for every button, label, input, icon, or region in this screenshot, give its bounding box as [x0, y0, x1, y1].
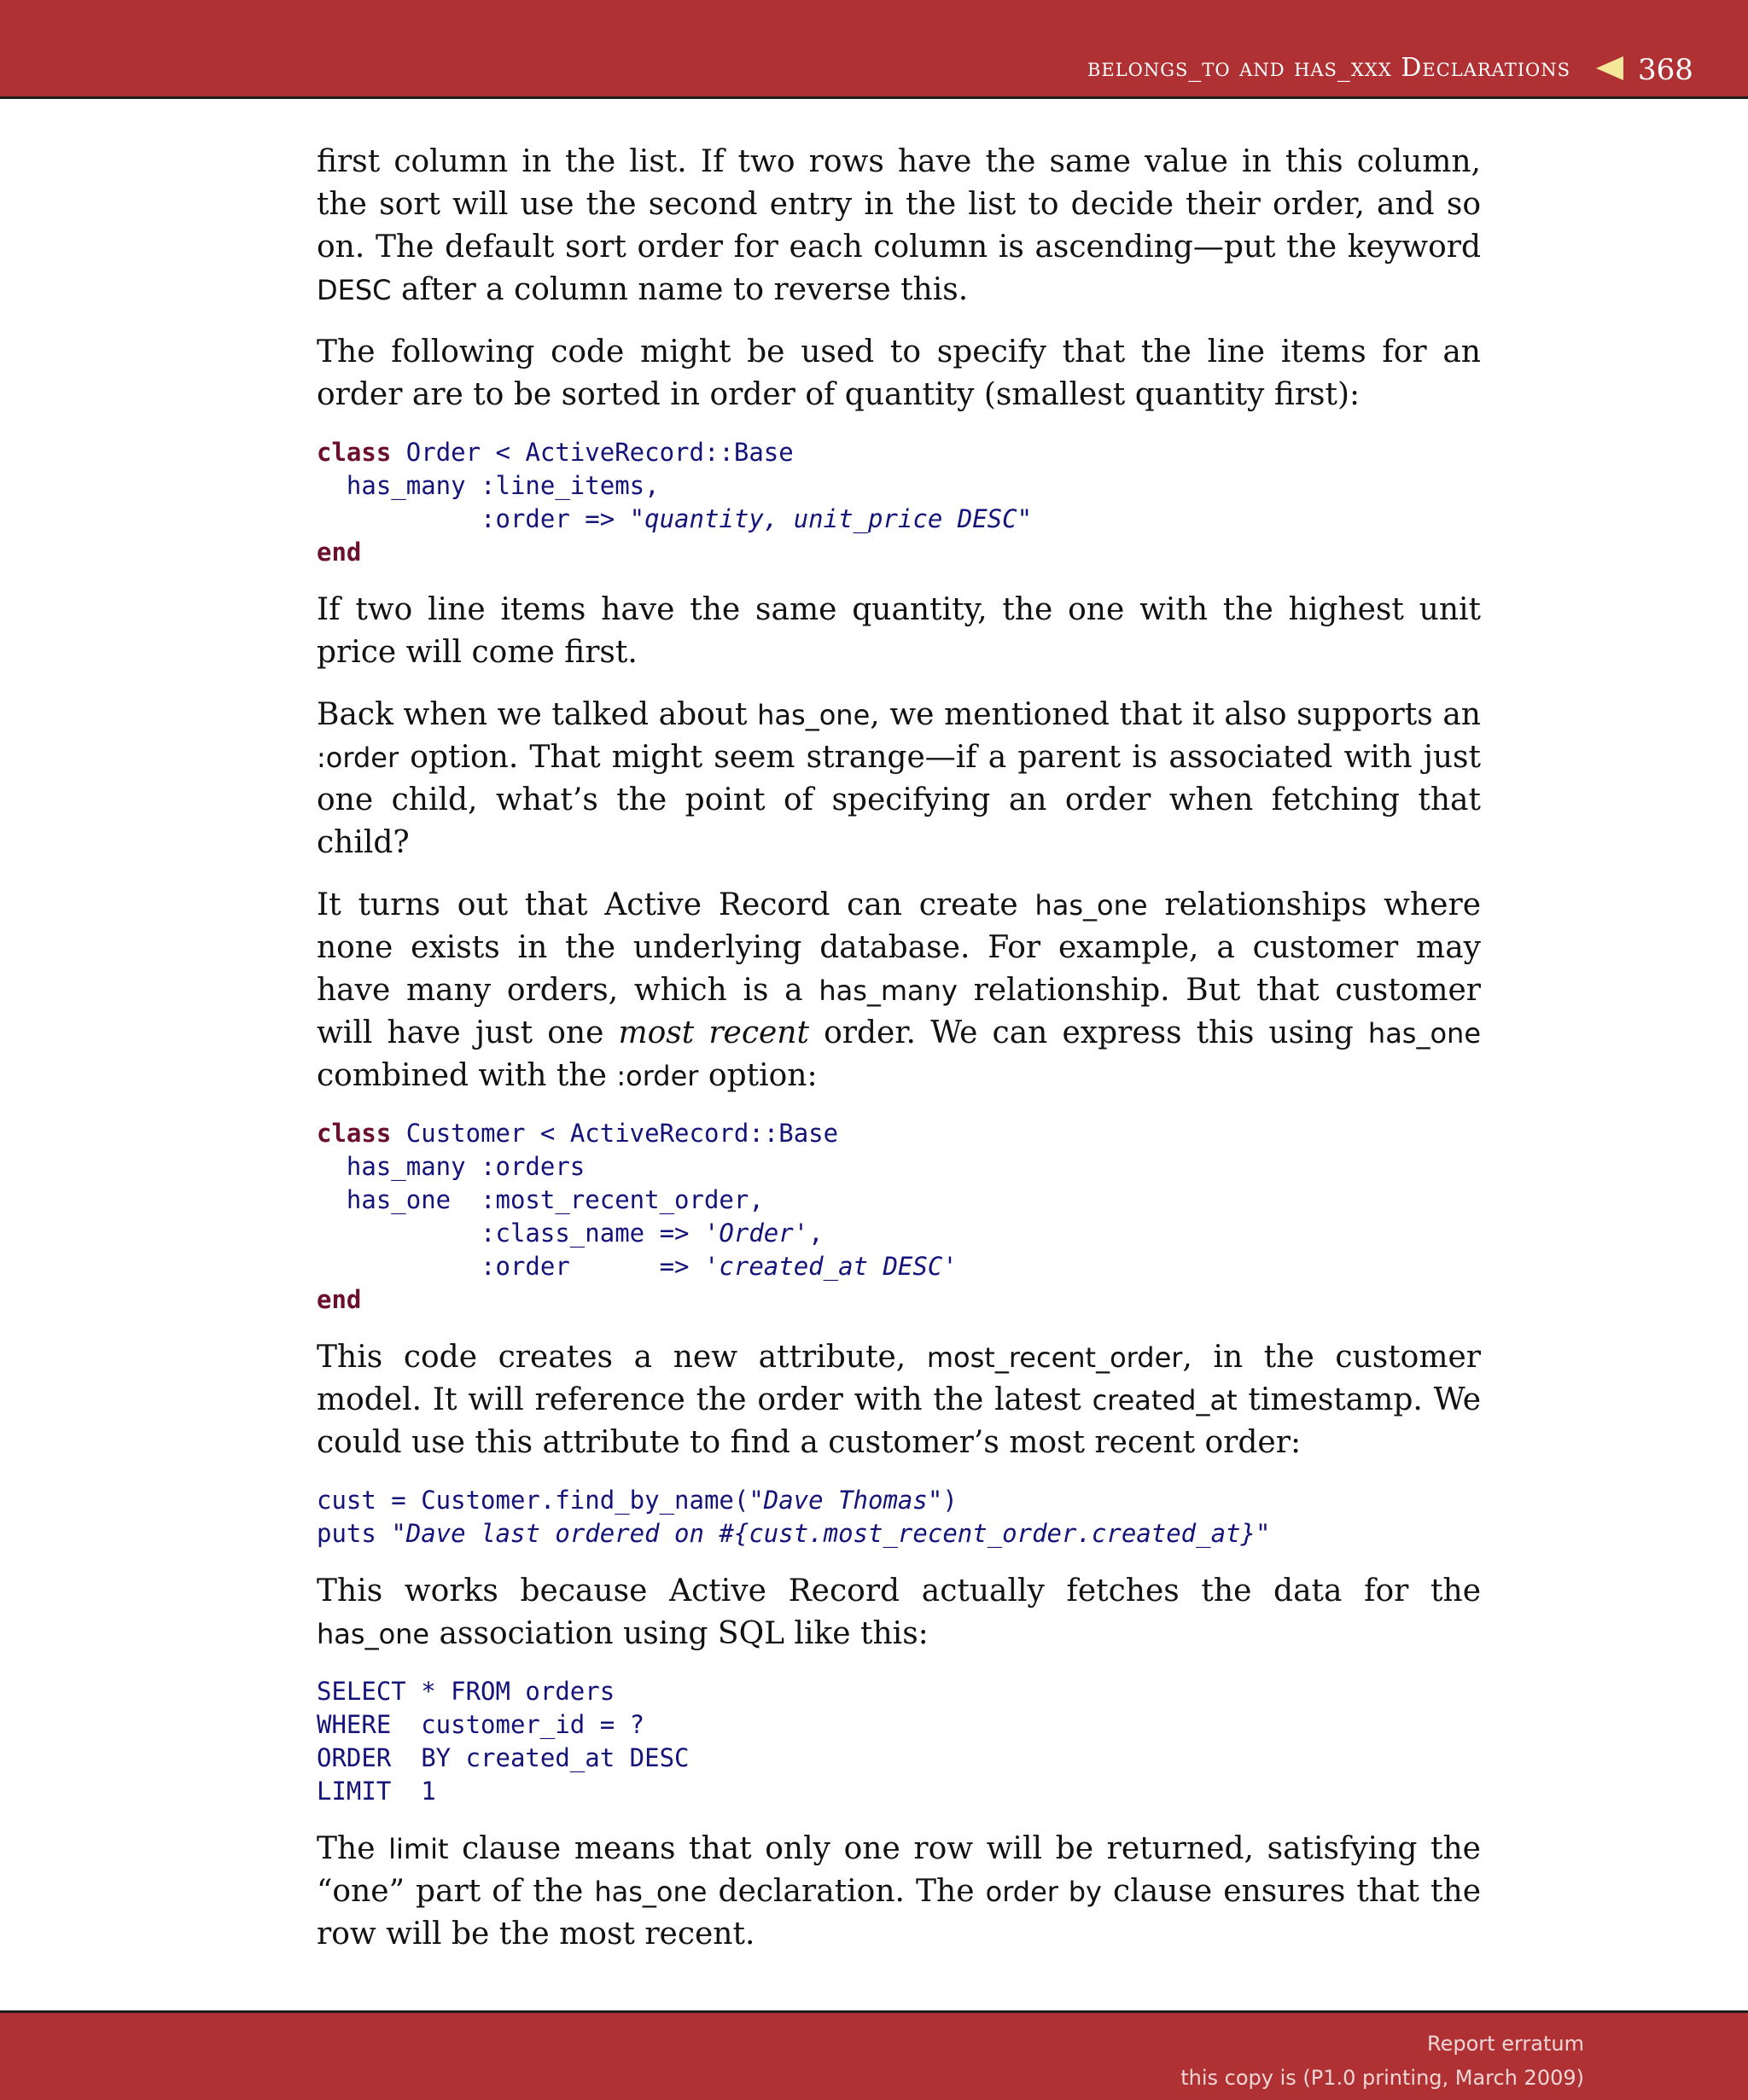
- emphasis: most recent: [618, 1015, 809, 1050]
- inline-code: has_one: [1034, 889, 1148, 922]
- inline-code: has_many: [819, 974, 958, 1007]
- text-run: , in the customer model. It will reference the order with the latest: [317, 1340, 1482, 1417]
- code-keyword: class: [317, 438, 392, 467]
- code-line: has_many :line_items,: [317, 471, 660, 500]
- inline-code: created_at: [1092, 1384, 1238, 1416]
- report-erratum-link[interactable]: Report erratum: [1427, 2032, 1584, 2056]
- code-keyword: class: [317, 1119, 392, 1148]
- code-string: "quantity, unit_price DESC": [629, 504, 1033, 533]
- text-run: This works because Active Record actually fetches the data for the: [317, 1574, 1481, 1608]
- inline-code: has_one: [757, 699, 871, 731]
- text-run: order. We can express this using: [808, 1015, 1368, 1050]
- paragraph-has-one-order: [317, 694, 1481, 864]
- code-string: 'Order': [703, 1219, 809, 1248]
- inline-code: :order: [317, 742, 399, 774]
- inline-code: :order: [616, 1060, 699, 1092]
- text-run: option:: [698, 1058, 818, 1093]
- text-run: combined with the: [317, 1058, 617, 1093]
- page-body: [317, 141, 1481, 1975]
- code-line: cust = Customer.find_by_name(: [317, 1486, 749, 1515]
- text-run: clause means that only one row will be returned, satisfying the “one” part of the: [317, 1831, 1481, 1909]
- text-run: Back when we talked about: [317, 697, 758, 732]
- code-block-customer-class: [317, 1117, 1481, 1317]
- text-run: after a column name to reverse this.: [391, 272, 969, 307]
- section-title: belongs_to and has_xxx Declarations: [1087, 53, 1570, 83]
- text-run: This code creates a new attribute,: [317, 1340, 927, 1375]
- text-run: first column in the list. If two rows have the same value in this column, the sort will use the second entry in the list to decide their order, and so on. The default sort order for each column is ascending—put the keyword: [317, 144, 1481, 265]
- page-number: 368: [1638, 53, 1693, 87]
- paragraph-new-attribute: [317, 1336, 1481, 1464]
- inline-code: DESC: [317, 274, 392, 306]
- code-line: LIMIT 1: [317, 1777, 436, 1806]
- text-run: timestamp. We could use this attribute to find a customer’s most recent order:: [317, 1382, 1482, 1460]
- code-block-find-customer: [317, 1484, 1481, 1550]
- code-string: "Dave last ordered on #{cust.most_recent_order.created_at}": [391, 1519, 1271, 1548]
- previous-page-arrow-icon[interactable]: [1596, 56, 1623, 80]
- text-run: declaration. The: [707, 1874, 986, 1909]
- inline-code: limit: [388, 1833, 449, 1865]
- code-line: Customer < ActiveRecord::Base: [391, 1119, 839, 1148]
- code-line: puts: [317, 1519, 392, 1548]
- code-string: 'created_at DESC': [703, 1252, 958, 1281]
- copy-info: this copy is (P1.0 printing, March 2009): [1180, 2066, 1584, 2090]
- code-line: ): [942, 1486, 958, 1515]
- inline-code: has_one: [317, 1618, 430, 1650]
- paragraph-sql-intro: [317, 1570, 1481, 1655]
- text-run: The: [317, 1831, 389, 1866]
- paragraph-sort-order: [317, 141, 1481, 311]
- inline-code: most_recent_order: [926, 1341, 1183, 1374]
- code-line: :order =>: [317, 504, 630, 533]
- inline-code: has_one: [594, 1876, 708, 1908]
- code-line: ,: [808, 1219, 824, 1248]
- text-run: relationship. But that customer will have just one: [317, 973, 1481, 1050]
- code-keyword: end: [317, 538, 362, 567]
- code-line: has_one :most_recent_order,: [317, 1185, 764, 1214]
- text-run: option. That might seem strange—if a parent is associated with just one child, what’s the point of specifying an order when fetching that child?: [317, 740, 1481, 860]
- text-run: association using SQL like this:: [429, 1616, 929, 1651]
- code-line: :class_name =>: [317, 1219, 704, 1248]
- text-run: It turns out that Active Record can create: [317, 887, 1035, 922]
- code-keyword: end: [317, 1285, 362, 1314]
- code-line: ORDER BY created_at DESC: [317, 1743, 690, 1772]
- code-string: "Dave Thomas": [749, 1486, 943, 1515]
- code-line: has_many :orders: [317, 1152, 586, 1181]
- code-line: Order < ActiveRecord::Base: [391, 438, 794, 467]
- code-block-order-class: [317, 436, 1481, 569]
- paragraph-unit-price: If two line items have the same quantity, the one with the highest unit price will come first.: [317, 592, 1481, 670]
- text-run: relationships where none exists in the underlying database. For example, a customer may have many orders, which is a: [317, 887, 1482, 1008]
- paragraph-most-recent: [317, 884, 1481, 1097]
- code-line: :order =>: [317, 1252, 704, 1281]
- code-line: SELECT * FROM orders: [317, 1677, 615, 1706]
- inline-code: order by: [985, 1876, 1102, 1908]
- code-block-sql: [317, 1675, 1481, 1808]
- page-footer: [0, 2010, 1748, 2100]
- text-run: clause ensures that the row will be the most recent.: [317, 1874, 1482, 1952]
- code-line: WHERE customer_id = ?: [317, 1710, 645, 1739]
- text-run: , we mentioned that it also supports an: [870, 697, 1481, 732]
- page-header: [0, 0, 1748, 99]
- paragraph-line-items-intro: The following code might be used to specify that the line items for an order are to be sorted in order of quantity (smallest quantity first):: [317, 334, 1481, 412]
- inline-code: has_one: [1367, 1017, 1482, 1050]
- paragraph-limit-clause: [317, 1828, 1481, 1956]
